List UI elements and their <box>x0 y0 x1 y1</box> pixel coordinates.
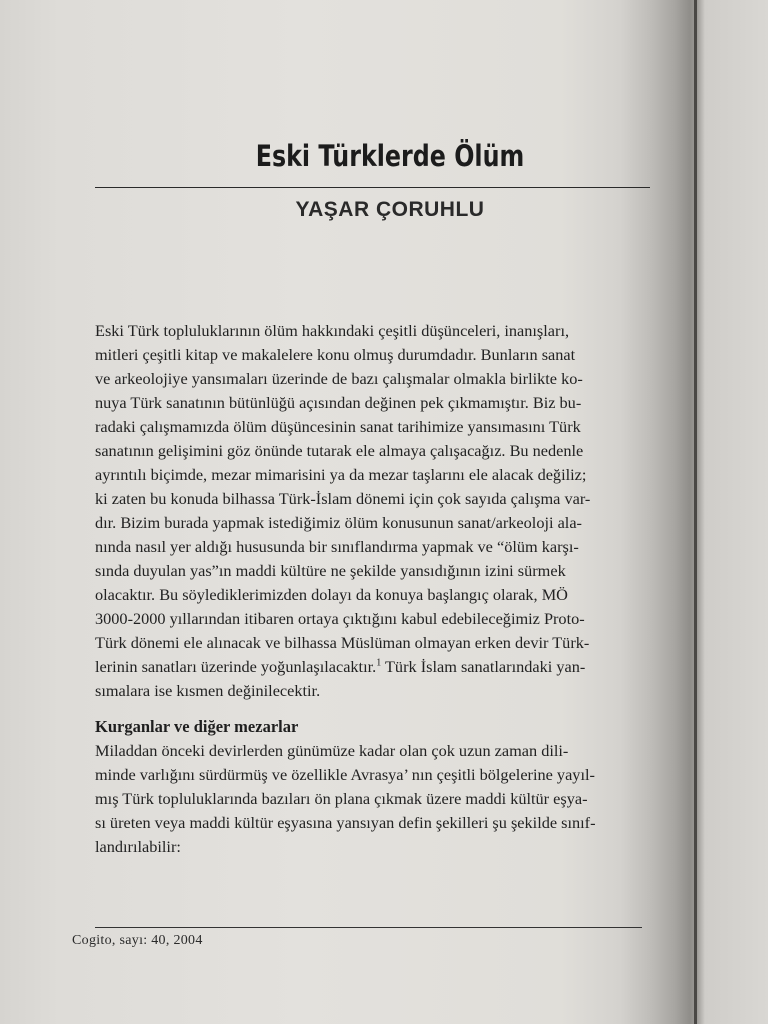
text-line: mış Türk topluluklarında bazıları ön plana çıkmak üzere maddi kültür eşya- <box>95 789 588 808</box>
text-line: sı üreten veya maddi kültür eşyasına yansıyan defin şekilleri şu şekilde sınıf- <box>95 813 596 832</box>
text-line: mitleri çeşitli kitap ve makalelere konu olmuş durumdadır. Bunların sanat <box>95 345 576 364</box>
text-line: 3000-2000 yıllarından itibaren ortaya çıktığını kabul edebileceğimiz Proto- <box>95 609 585 628</box>
title-rule <box>95 187 650 188</box>
text-line: Eski Türk topluluklarının ölüm hakkındaki çeşitli düşünceleri, inanışları, <box>95 321 570 340</box>
intro-paragraph <box>95 319 647 703</box>
text-line: ki zaten bu konuda bilhassa Türk-İslam dönemi için çok sayıda çalışma var- <box>95 489 591 508</box>
text-line: Miladdan önceki devirlerden günümüze kadar olan çok uzun zaman dili- <box>95 741 569 760</box>
text-segment: Türk İslam sanatlarındaki yan- <box>381 657 586 676</box>
text-line-with-footnote <box>95 655 647 679</box>
text-line: nuya Türk sanatının bütünlüğü açısından değinen pek çıkmamıştır. Biz bu- <box>95 393 582 412</box>
section-heading: Kurganlar ve diğer mezarlar <box>95 717 299 736</box>
text-line: ayrıntılı biçimde, mezar mimarisini ya da mezar taşlarını ele alacak değiliz; <box>95 465 587 484</box>
text-line: sanatının gelişimini göz önünde tutarak ele almaya çalışacağız. Bu nedenle <box>95 441 584 460</box>
text-line: dır. Bizim burada yapmak istediğimiz ölüm konusunun sanat/arkeoloji ala- <box>95 513 582 532</box>
footer-rule <box>95 927 642 928</box>
text-line: landırılabilir: <box>95 837 181 856</box>
text-line: Türk dönemi ele alınacak ve bilhassa Müslüman olmayan erken devir Türk- <box>95 633 590 652</box>
text-segment: lerinin sanatları üzerinde yoğunlaşılacaktır. <box>95 657 377 676</box>
text-line: sımalara ise kısmen değinilecektir. <box>95 681 321 700</box>
article-title: Eski Türklerde Ölüm <box>255 139 525 173</box>
text-line: sında duyulan yas”ın maddi kültüre ne şekilde yansıdığının izini sürmek <box>95 561 566 580</box>
text-line: radaki çalışmamızda ölüm düşüncesinin sanat tarihimize yansımasını Türk <box>95 417 581 436</box>
footnote-marker[interactable]: 1 <box>376 657 382 669</box>
text-line: minde varlığını sürdürmüş ve özellikle Avrasya’ nın çeşitli bölgelerine yayıl- <box>95 765 595 784</box>
text-line: olacaktır. Bu söylediklerimizden dolayı da konuya başlangıç olarak, MÖ <box>95 585 568 604</box>
author-name: YAŞAR ÇORUHLU <box>295 198 485 221</box>
journal-citation: Cogito, sayı: 40, 2004 <box>72 933 203 948</box>
text-line: nında nasıl yer aldığı hususunda bir sınıflandırma yapmak ve “ölüm karşı- <box>95 537 579 556</box>
section-paragraph <box>95 739 647 859</box>
book-spine-shadow <box>694 0 697 1024</box>
text-line: ve arkeolojiye yansımaları üzerinde de bazı çalışmalar olmakla birlikte ko- <box>95 369 583 388</box>
